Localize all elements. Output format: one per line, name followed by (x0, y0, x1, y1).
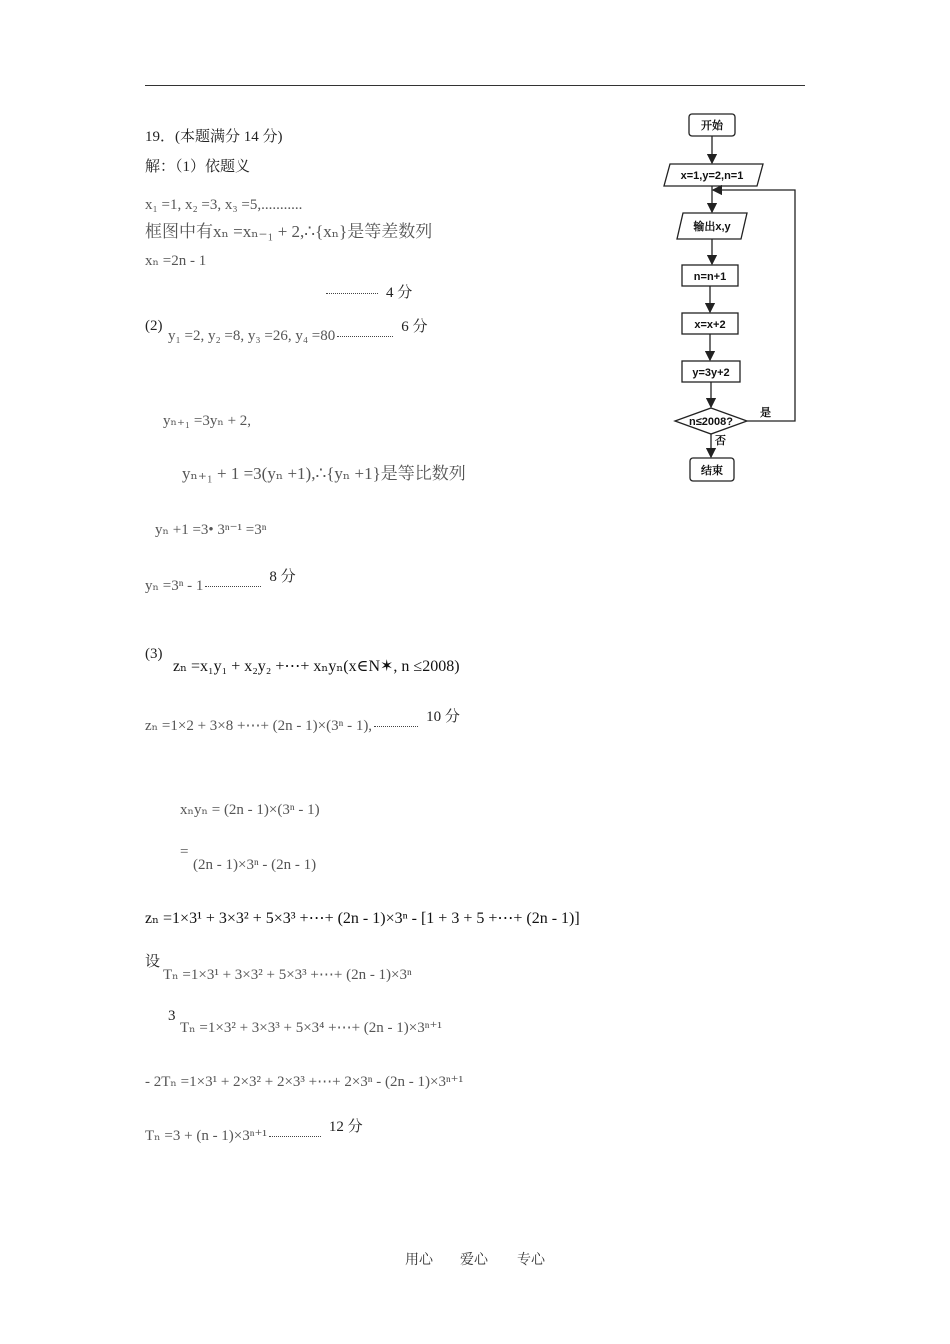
score-10: 10 分 (426, 709, 460, 725)
formula-xy-product: xₙyₙ = (2n - 1)×(3ⁿ - 1) (180, 802, 320, 818)
score-leader-dots (326, 293, 378, 294)
score-line-12 (145, 1119, 363, 1145)
formula-y-general: yₙ =3ⁿ - 1 (145, 578, 204, 594)
flow-end-text: 结束 (701, 465, 723, 477)
flow-condition-text: n≤2008? (689, 416, 733, 428)
formula-t-definition: Tₙ =1×3¹ + 3×3² + 5×3³ +⋯+ (2n - 1)×3ⁿ (163, 967, 412, 983)
footer-text-3: 专心 (517, 1253, 545, 1268)
flow-step-x-text: x=x+2 (694, 319, 726, 331)
flow-yes-label: 是 (760, 407, 771, 419)
formula-3t: Tₙ =1×3² + 3×3³ + 5×3⁴ +⋯+ (2n - 1)×3ⁿ⁺¹ (180, 1020, 442, 1036)
part-2-label: (2) (145, 318, 163, 334)
formula-z-sum: zₙ =1×3¹ + 3×3² + 5×3³ +⋯+ (2n - 1)×3ⁿ - [1 + 3 + 5 +⋯+ (2n - 1)] (145, 910, 580, 927)
flow-start-text: 开始 (701, 120, 723, 132)
formula-y-geometric: yₙ₊₁ + 1 =3(yₙ +1),∴{yₙ +1}是等比数列 (182, 464, 466, 483)
formula-y-plus-one: yₙ +1 =3• 3ⁿ⁻¹ =3ⁿ (155, 522, 267, 538)
footer-text-1: 用心 (405, 1253, 433, 1268)
let-label: 设 (145, 954, 161, 970)
flow-no-label: 否 (715, 435, 726, 447)
formula-x-values: x₁ =1, x₂ =3, x₃ =5,........... (145, 197, 303, 213)
flow-step-y-text: y=3y+2 (692, 367, 730, 379)
score-line-10 (145, 709, 460, 735)
flow-init-text: x=1,y=2,n=1 (680, 170, 744, 182)
formula-xy-split: (2n - 1)×3ⁿ - (2n - 1) (193, 857, 317, 873)
score-leader-dots (374, 726, 418, 727)
score-4: 4 分 (386, 285, 413, 301)
formula-z-expanded: zₙ =1×2 + 3×8 +⋯+ (2n - 1)×(3ⁿ - 1), (145, 718, 373, 734)
footer-text-2: 爱心 (460, 1253, 488, 1268)
flow-output-text: 输出x,y (693, 221, 731, 233)
formula-z-definition: zₙ =x₁y₁ + x₂y₂ +⋯+ xₙyₙ(x∈N✶, n ≤2008) (173, 658, 460, 675)
problem-heading: 19．(本题满分 14 分) (145, 129, 283, 145)
score-line-6 (168, 319, 428, 345)
formula-x-general: xₙ =2n - 1 (145, 253, 207, 269)
score-12: 12 分 (328, 1119, 363, 1135)
coefficient-three: 3 (168, 1008, 176, 1024)
equals-sign: = (180, 844, 189, 860)
solution-intro: 解：（1）依题义 (145, 159, 251, 175)
score-8: 8 分 (269, 569, 296, 585)
formula-t-result: Tₙ =3 + (n - 1)×3ⁿ⁺¹ (145, 1128, 267, 1144)
score-leader-dots (337, 336, 393, 337)
part-3-label: (3) (145, 646, 163, 662)
formula-minus-2t: - 2Tₙ =1×3¹ + 2×3² + 2×3³ +⋯+ 2×3ⁿ - (2n - 1)×3ⁿ⁺¹ (145, 1074, 464, 1090)
score-leader-dots (205, 586, 261, 587)
flow-step-n-text: n=n+1 (693, 271, 727, 283)
score-leader-dots (269, 1136, 321, 1137)
score-line-4 (324, 284, 412, 302)
formula-y-values: y₁ =2, y₂ =8, y₃ =26, y₄ =80 (168, 328, 336, 344)
flowchart (655, 105, 805, 490)
header-rule (145, 85, 805, 86)
formula-x-recurrence: 框图中有xₙ =xₙ₋₁ + 2,∴{xₙ}是等差数列 (145, 222, 433, 241)
score-6: 6 分 (401, 319, 428, 335)
score-line-8 (145, 569, 296, 595)
formula-y-recurrence: yₙ₊₁ =3yₙ + 2, (163, 413, 252, 429)
